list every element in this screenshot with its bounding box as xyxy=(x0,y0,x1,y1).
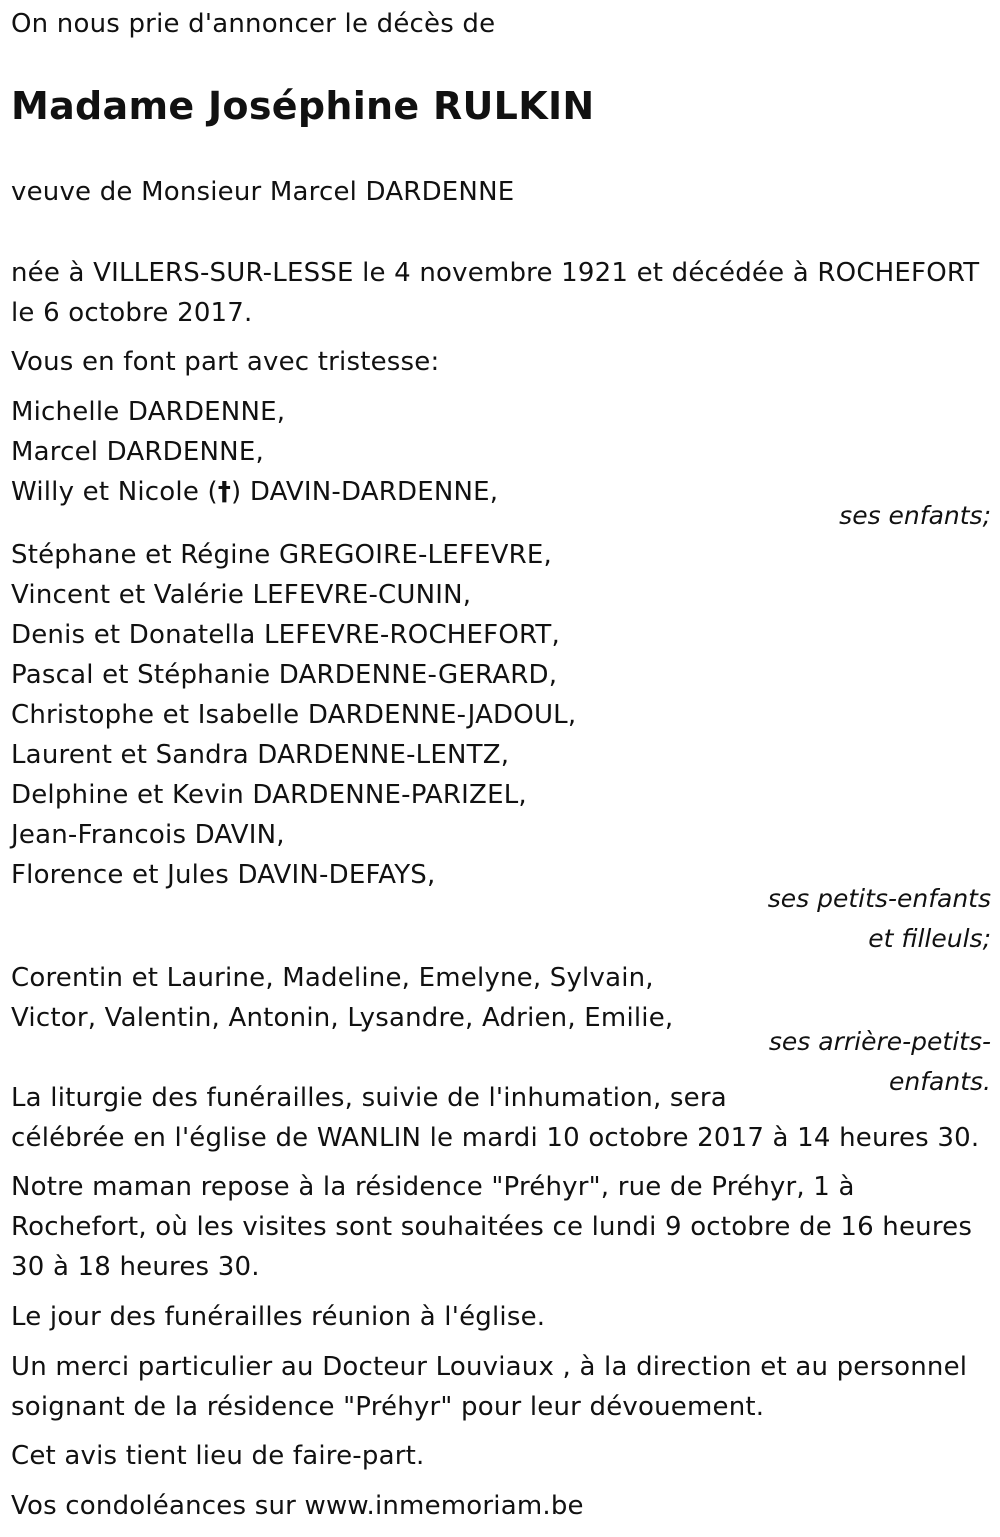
rest-line-3: 30 à 18 heures 30. xyxy=(11,1252,260,1282)
rest-line-2: Rochefort, où les visites sont souhaitées ce lundi 9 octobre de 16 heures xyxy=(11,1212,973,1242)
grandchild-name: Florence et Jules DAVIN-DEFAYS, xyxy=(11,860,436,890)
condolences-text: Vos condoléances sur www.inmemoriam.be xyxy=(11,1491,584,1521)
great-grandchild-names: Victor, Valentin, Antonin, Lysandre, Adrien, Emilie, xyxy=(11,1003,674,1033)
grandchild-name: Christophe et Isabelle DARDENNE-JADOUL, xyxy=(11,700,577,730)
grandchildren-role-line-1: ses petits-enfants xyxy=(767,884,991,913)
cross-icon: † xyxy=(217,477,232,507)
child-name-part: ) DAVIN-DARDENNE, xyxy=(231,477,499,507)
great-grandchildren-role-line-1: ses arrière-petits- xyxy=(768,1027,991,1056)
great-grandchild-names: Corentin et Laurine, Madeline, Emelyne, Sylvain, xyxy=(11,963,654,993)
intro-text: On nous prie d'annoncer le décès de xyxy=(11,9,496,39)
grandchild-name: Stéphane et Régine GREGOIRE-LEFEVRE, xyxy=(11,540,552,570)
thanks-line-2: soignant de la résidence "Préhyr" pour leur dévouement. xyxy=(11,1392,765,1422)
liturgy-line-2: célébrée en l'église de WANLIN le mardi 10 octobre 2017 à 14 heures 30. xyxy=(11,1123,980,1153)
notice-text: Cet avis tient lieu de faire-part. xyxy=(11,1441,425,1471)
grandchild-name: Vincent et Valérie LEFEVRE-CUNIN, xyxy=(11,580,472,610)
great-grandchildren-role-line-2: enfants. xyxy=(889,1067,991,1096)
grandchild-name: Laurent et Sandra DARDENNE-LENTZ, xyxy=(11,740,510,770)
child-name: Marcel DARDENNE, xyxy=(11,437,264,467)
announcement-text: Vous en font part avec tristesse: xyxy=(11,347,440,377)
child-name-part: Willy et Nicole ( xyxy=(11,477,218,507)
grandchild-name: Jean-Francois DAVIN, xyxy=(11,820,285,850)
grandchild-name: Pascal et Stéphanie DARDENNE-GERARD, xyxy=(11,660,558,690)
child-name xyxy=(11,472,498,512)
birth-death-line-2: le 6 octobre 2017. xyxy=(11,298,253,328)
meeting-text: Le jour des funérailles réunion à l'église. xyxy=(11,1302,546,1332)
rest-line-1: Notre maman repose à la résidence "Préhyr", rue de Préhyr, 1 à xyxy=(11,1172,855,1202)
birth-death-line-1: née à VILLERS-SUR-LESSE le 4 novembre 1921 et décédée à ROCHEFORT xyxy=(11,258,980,288)
grandchild-name: Denis et Donatella LEFEVRE-ROCHEFORT, xyxy=(11,620,560,650)
liturgy-line-1: La liturgie des funérailles, suivie de l'inhumation, sera xyxy=(11,1083,727,1113)
grandchildren-role-line-2: et filleuls; xyxy=(868,924,991,953)
children-role: ses enfants; xyxy=(839,501,991,530)
widow-of-text: veuve de Monsieur Marcel DARDENNE xyxy=(11,177,515,207)
thanks-line-1: Un merci particulier au Docteur Louviaux , à la direction et au personnel xyxy=(11,1352,968,1382)
deceased-name: Madame Joséphine RULKIN xyxy=(11,84,595,128)
grandchild-name: Delphine et Kevin DARDENNE-PARIZEL, xyxy=(11,780,527,810)
child-name: Michelle DARDENNE, xyxy=(11,397,286,427)
